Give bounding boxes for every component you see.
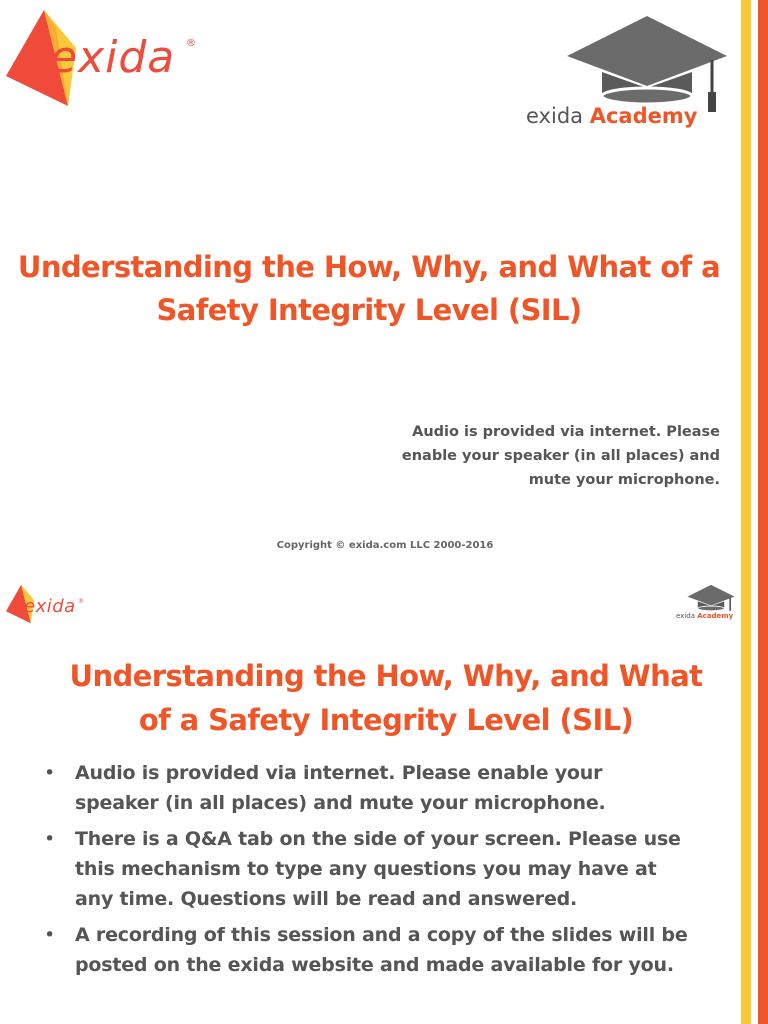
exida-logo-small xyxy=(6,582,86,628)
audio-notice-line2: enable your speaker (in all places) and xyxy=(401,448,720,464)
accent-bar-orange xyxy=(758,0,768,1024)
logo-wordmark-small: exida xyxy=(24,596,76,617)
bullet-line: posted on the exida website and made available for you. xyxy=(75,954,674,976)
accent-bar-yellow xyxy=(741,0,751,1024)
bullet-dot: • xyxy=(44,762,56,784)
registered-mark-small: ® xyxy=(78,598,84,605)
logo-wordmark: exida xyxy=(50,32,176,83)
bullet-line: Audio is provided via internet. Please enable your xyxy=(75,762,603,784)
slide-2-title-line1: Understanding the How, Why, and What xyxy=(69,659,703,693)
registered-mark: ® xyxy=(186,38,196,49)
bullet-line: There is a Q&A tab on the side of your screen. Please use xyxy=(75,828,681,850)
academy-name-small: Academy xyxy=(697,612,734,620)
bullet-line: any time. Questions will be read and answered. xyxy=(75,888,578,910)
academy-name: Academy xyxy=(589,104,698,128)
audio-notice-line1: Audio is provided via internet. Please xyxy=(412,424,720,440)
bullet-line: A recording of this session and a copy of the slides will be xyxy=(75,924,688,946)
academy-prefix-small: exida xyxy=(676,612,696,620)
slide-2-title xyxy=(30,654,742,742)
list-item xyxy=(40,824,730,914)
slide-2-title-line2: of a Safety Integrity Level (SIL) xyxy=(138,703,634,737)
slide-1-title xyxy=(0,246,738,332)
list-item xyxy=(40,920,730,980)
academy-wordmark-small xyxy=(676,612,733,620)
graduation-cap-icon xyxy=(686,584,736,614)
slide-1-title-line2: Safety Integrity Level (SIL) xyxy=(156,293,582,327)
bullet-list xyxy=(40,758,730,986)
copyright-text: Copyright © exida.com LLC 2000-2016 xyxy=(276,540,494,551)
bullet-line: this mechanism to type any questions you may have at xyxy=(75,858,657,880)
academy-wordmark xyxy=(526,104,697,128)
audio-notice-line3: mute your microphone. xyxy=(528,472,720,488)
bullet-dot: • xyxy=(44,924,56,946)
slide-1-title-line1: Understanding the How, Why, and What of a xyxy=(17,250,721,284)
graduation-cap-icon xyxy=(562,14,732,114)
academy-prefix: exida xyxy=(526,104,584,128)
list-item xyxy=(40,758,730,818)
slide-2 xyxy=(0,574,740,1024)
bullet-line: speaker (in all places) and mute your microphone. xyxy=(75,792,606,814)
exida-logo xyxy=(6,8,196,108)
audio-notice xyxy=(340,420,720,492)
bullet-dot: • xyxy=(44,828,56,850)
